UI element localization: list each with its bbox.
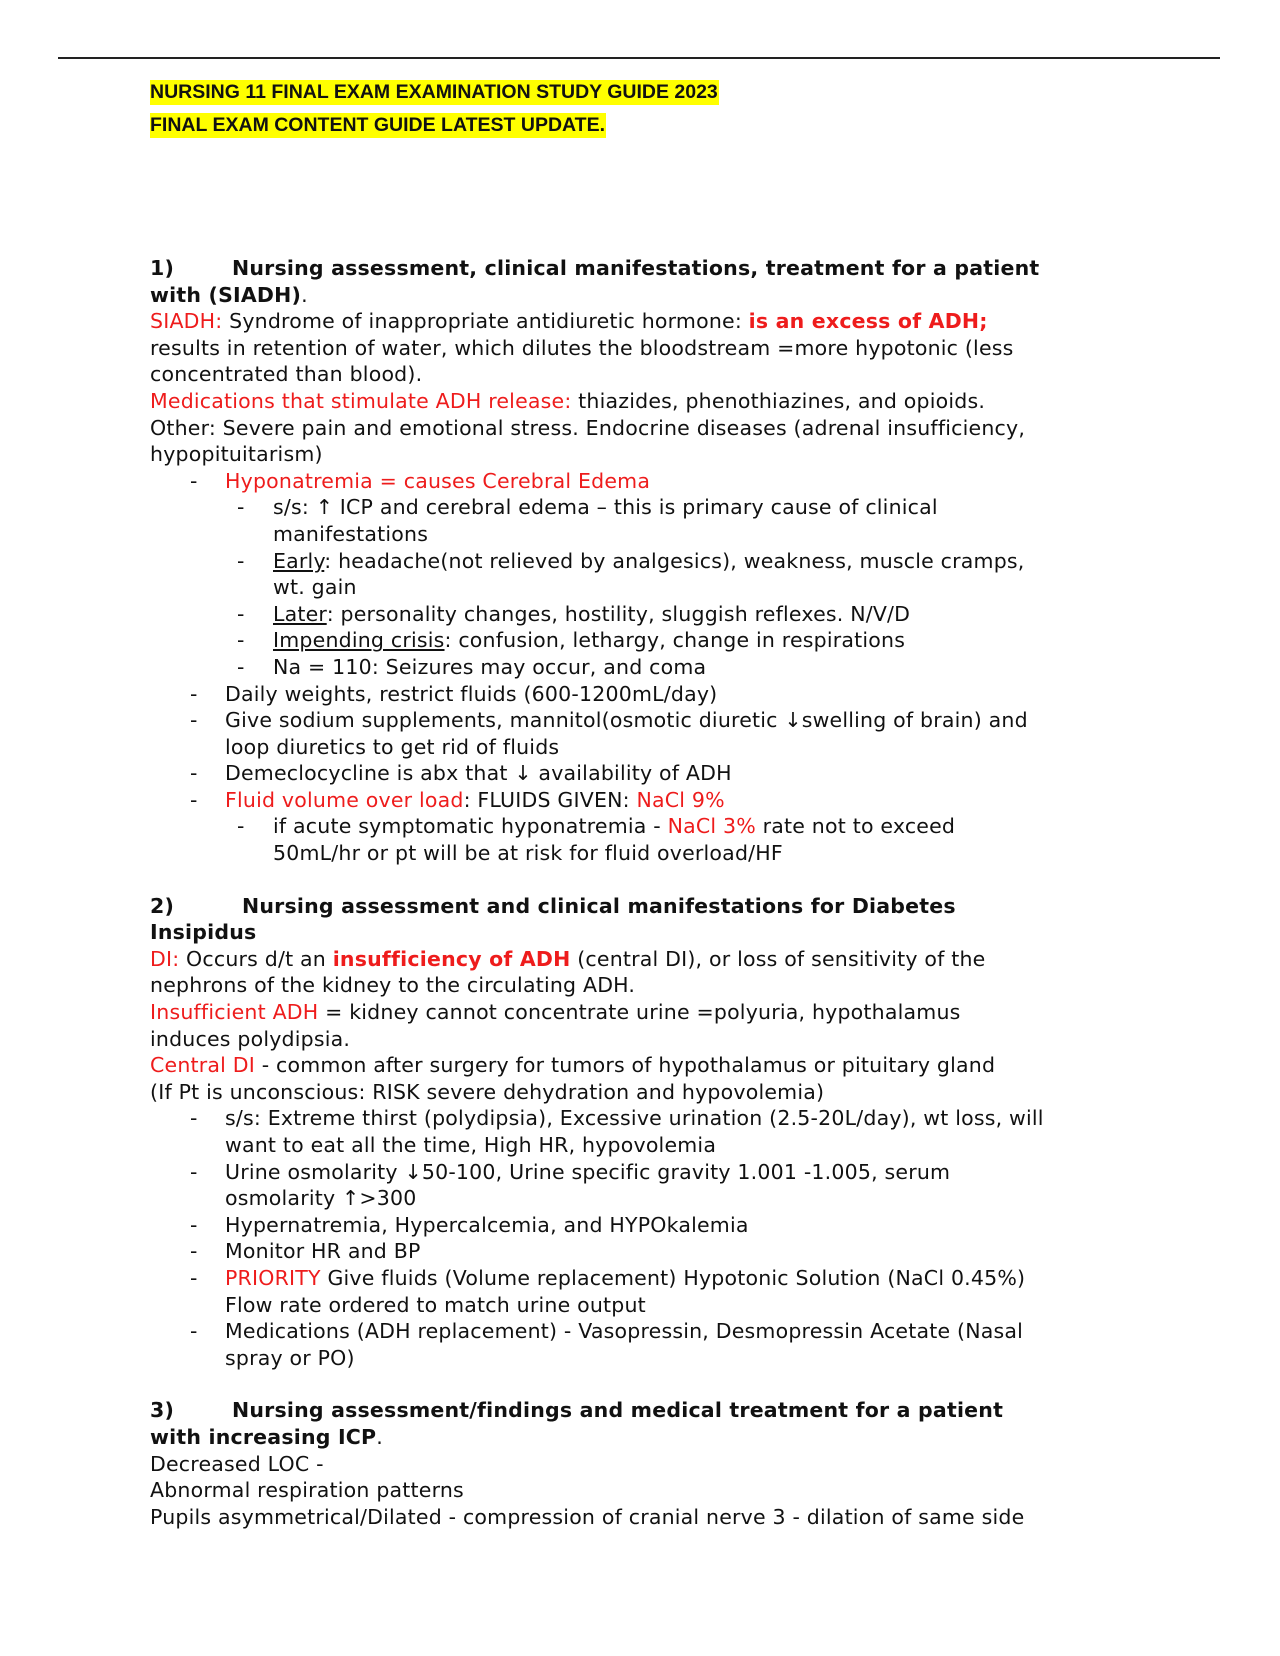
top-rule	[58, 57, 1220, 59]
list-item: - Fluid volume over load: FLUIDS GIVEN: NaCl 9%	[190, 787, 725, 812]
paragraph-line: Abnormal respiration patterns	[150, 1478, 464, 1503]
sub-list-item: - Later: personality changes, hostility, sluggish reflexes. N/V/D	[237, 601, 911, 626]
sub-list-item: - Impending crisis: confusion, lethargy, change in respirations	[237, 628, 906, 653]
sub-list-item: - if acute symptomatic hyponatremia - NaCl 3% rate not to exceed	[237, 814, 956, 839]
list-item: - Monitor HR and BP	[190, 1239, 421, 1264]
list-item: - Demeclocycline is abx that ↓ availability of ADH	[190, 761, 732, 786]
list-item-cont: loop diuretics to get rid of fluids	[225, 734, 560, 759]
section-1-heading: 1) Nursing assessment, clinical manifestations, treatment for a patient	[150, 256, 1040, 280]
list-item-cont: spray or PO)	[225, 1345, 355, 1370]
sub-list-item-cont: wt. gain	[273, 575, 357, 600]
siadh-definition: SIADH: Syndrome of inappropriate antidiuretic hormone: is an excess of ADH;	[150, 309, 988, 334]
list-item: - Hypernatremia, Hypercalcemia, and HYPOkalemia	[190, 1212, 749, 1237]
sub-list-item: - Na = 110: Seizures may occur, and coma	[237, 654, 707, 679]
spacer	[150, 867, 1230, 893]
medications-line: Medications that stimulate ADH release: thiazides, phenothiazines, and opioids.	[150, 388, 986, 413]
paragraph-line: Other: Severe pain and emotional stress. Endocrine diseases (adrenal insufficiency,	[150, 415, 1026, 440]
doc-title: NURSING 11 FINAL EXAM EXAMINATION STUDY GUIDE 2023	[150, 81, 718, 103]
sub-list-item-cont: 50mL/hr or pt will be at risk for fluid overload/HF	[273, 841, 783, 866]
paragraph-line: hypopituitarism)	[150, 442, 323, 467]
section-3-heading-cont: with increasing ICP.	[150, 1424, 383, 1449]
spacer	[150, 1371, 1230, 1397]
paragraph-line: Decreased LOC -	[150, 1451, 324, 1476]
sub-list-item: - s/s: ↑ ICP and cerebral edema – this is primary cause of clinical	[237, 495, 938, 520]
di-definition: DI: Occurs d/t an insufficiency of ADH (central DI), or loss of sensitivity of the	[150, 946, 986, 971]
paragraph-line: (If Pt is unconscious: RISK severe dehydration and hypovolemia)	[150, 1079, 825, 1104]
list-item-cont: Flow rate ordered to match urine output	[225, 1292, 646, 1317]
list-item: - PRIORITY Give fluids (Volume replacement) Hypotonic Solution (NaCl 0.45%)	[190, 1265, 1026, 1290]
doc-subtitle: FINAL EXAM CONTENT GUIDE LATEST UPDATE.	[150, 114, 606, 136]
insufficient-adh-line: Insufficient ADH = kidney cannot concentrate urine =polyuria, hypothalamus	[150, 1000, 961, 1025]
document-body	[150, 255, 1230, 1530]
section-3-heading: 3) Nursing assessment/findings and medical treatment for a patient	[150, 1398, 1004, 1423]
section-1-heading-cont: with (SIADH).	[150, 282, 308, 307]
sub-list-item-cont: manifestations	[273, 521, 429, 546]
list-item-cont: want to eat all the time, High HR, hypovolemia	[225, 1133, 717, 1157]
paragraph-line: results in retention of water, which dilutes the bloodstream =more hypotonic (less	[150, 335, 1014, 360]
section-2-heading-cont: Insipidus	[150, 920, 257, 945]
list-item: - Give sodium supplements, mannitol(osmotic diuretic ↓swelling of brain) and	[190, 708, 1028, 733]
list-item: - Urine osmolarity ↓50-100, Urine specific gravity 1.001 -1.005, serum	[190, 1159, 951, 1184]
paragraph-line: nephrons of the kidney to the circulating ADH.	[150, 973, 636, 998]
paragraph-line: Pupils asymmetrical/Dilated - compression of cranial nerve 3 - dilation of same side	[150, 1504, 1025, 1529]
list-item: - Medications (ADH replacement) - Vasopressin, Desmopressin Acetate (Nasal	[190, 1319, 1024, 1344]
list-item: - s/s: Extreme thirst (polydipsia), Excessive urination (2.5-20L/day), wt loss, will	[190, 1106, 1044, 1131]
paragraph-line: induces polydipsia.	[150, 1026, 351, 1051]
sub-list-item: - Early: headache(not relieved by analgesics), weakness, muscle cramps,	[237, 548, 1025, 573]
central-di-line: Central DI - common after surgery for tumors of hypothalamus or pituitary gland	[150, 1053, 996, 1078]
paragraph-line: concentrated than blood).	[150, 362, 423, 387]
list-item: - Daily weights, restrict fluids (600-1200mL/day)	[190, 681, 718, 706]
list-item: - Hyponatremia = causes Cerebral Edema	[190, 468, 651, 493]
list-item-cont: osmolarity ↑>300	[225, 1186, 417, 1211]
section-2-heading: 2) Nursing assessment and clinical manifestations for Diabetes	[150, 893, 956, 918]
